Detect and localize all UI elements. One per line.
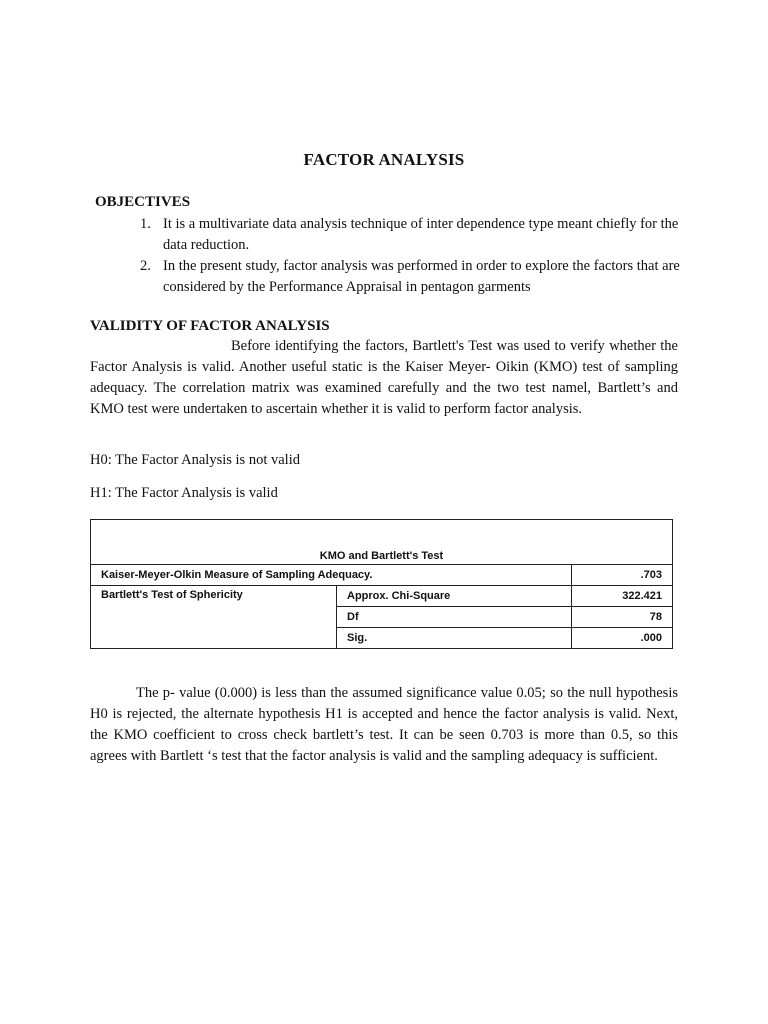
kmo-bartlett-table (90, 519, 673, 649)
list-item-number: 1. (140, 216, 151, 232)
row-value: .000 (572, 628, 673, 649)
list-item-text: It is a multivariate data analysis technique of inter dependence type meant chiefly for the data reduction. (163, 216, 679, 253)
list-item (140, 256, 680, 298)
bartlett-label: Bartlett's Test of Sphericity (91, 586, 337, 649)
table-row (91, 565, 673, 586)
page-title: FACTOR ANALYSIS (303, 150, 465, 169)
list-item-number: 2. (140, 258, 151, 274)
conclusion-paragraph: The p- value (0.000) is less than the assumed significance value 0.05; so the null hypothesis H0 is rejected, the alternate hypothesis H1 is accepted and hence the factor analysis is valid. Next, the KMO coefficient to cross check bartlett’s test. It can be seen 0.703 is more than 0.5, so this agrees with Bartlett ‘s test that the factor analysis is valid and the sampling adequacy is sufficient. (90, 685, 678, 764)
list-item-text: In the present study, factor analysis was performed in order to explore the factors that are considered by the Performance Appraisal in pentagon garments (163, 258, 680, 295)
null-hypothesis: H0: The Factor Analysis is not valid (90, 452, 300, 468)
kmo-label: Kaiser-Meyer-Olkin Measure of Sampling Adequacy. (91, 565, 572, 586)
validity-heading: VALIDITY OF FACTOR ANALYSIS (90, 318, 330, 334)
objectives-list (140, 214, 680, 298)
row-label: Df (337, 607, 572, 628)
table-row (91, 586, 673, 607)
row-label: Approx. Chi-Square (337, 586, 572, 607)
objectives-heading: OBJECTIVES (95, 194, 191, 210)
list-item (140, 214, 680, 256)
alternate-hypothesis: H1: The Factor Analysis is valid (90, 485, 278, 501)
table-caption: KMO and Bartlett's Test (91, 520, 673, 565)
row-label: Sig. (337, 628, 572, 649)
kmo-value: .703 (572, 565, 673, 586)
row-value: 322.421 (572, 586, 673, 607)
validity-paragraph: Before identifying the factors, Bartlett's Test was used to verify whether the Factor Analysis is valid. Another useful static is the Kaiser Meyer- Oikin (KMO) test of sampling adequacy. The correlation matrix was examined carefully and the two test namel, Bartlett’s and KMO test were undertaken to ascertain whether it is valid to perform factor analysis. (90, 338, 678, 417)
row-value: 78 (572, 607, 673, 628)
